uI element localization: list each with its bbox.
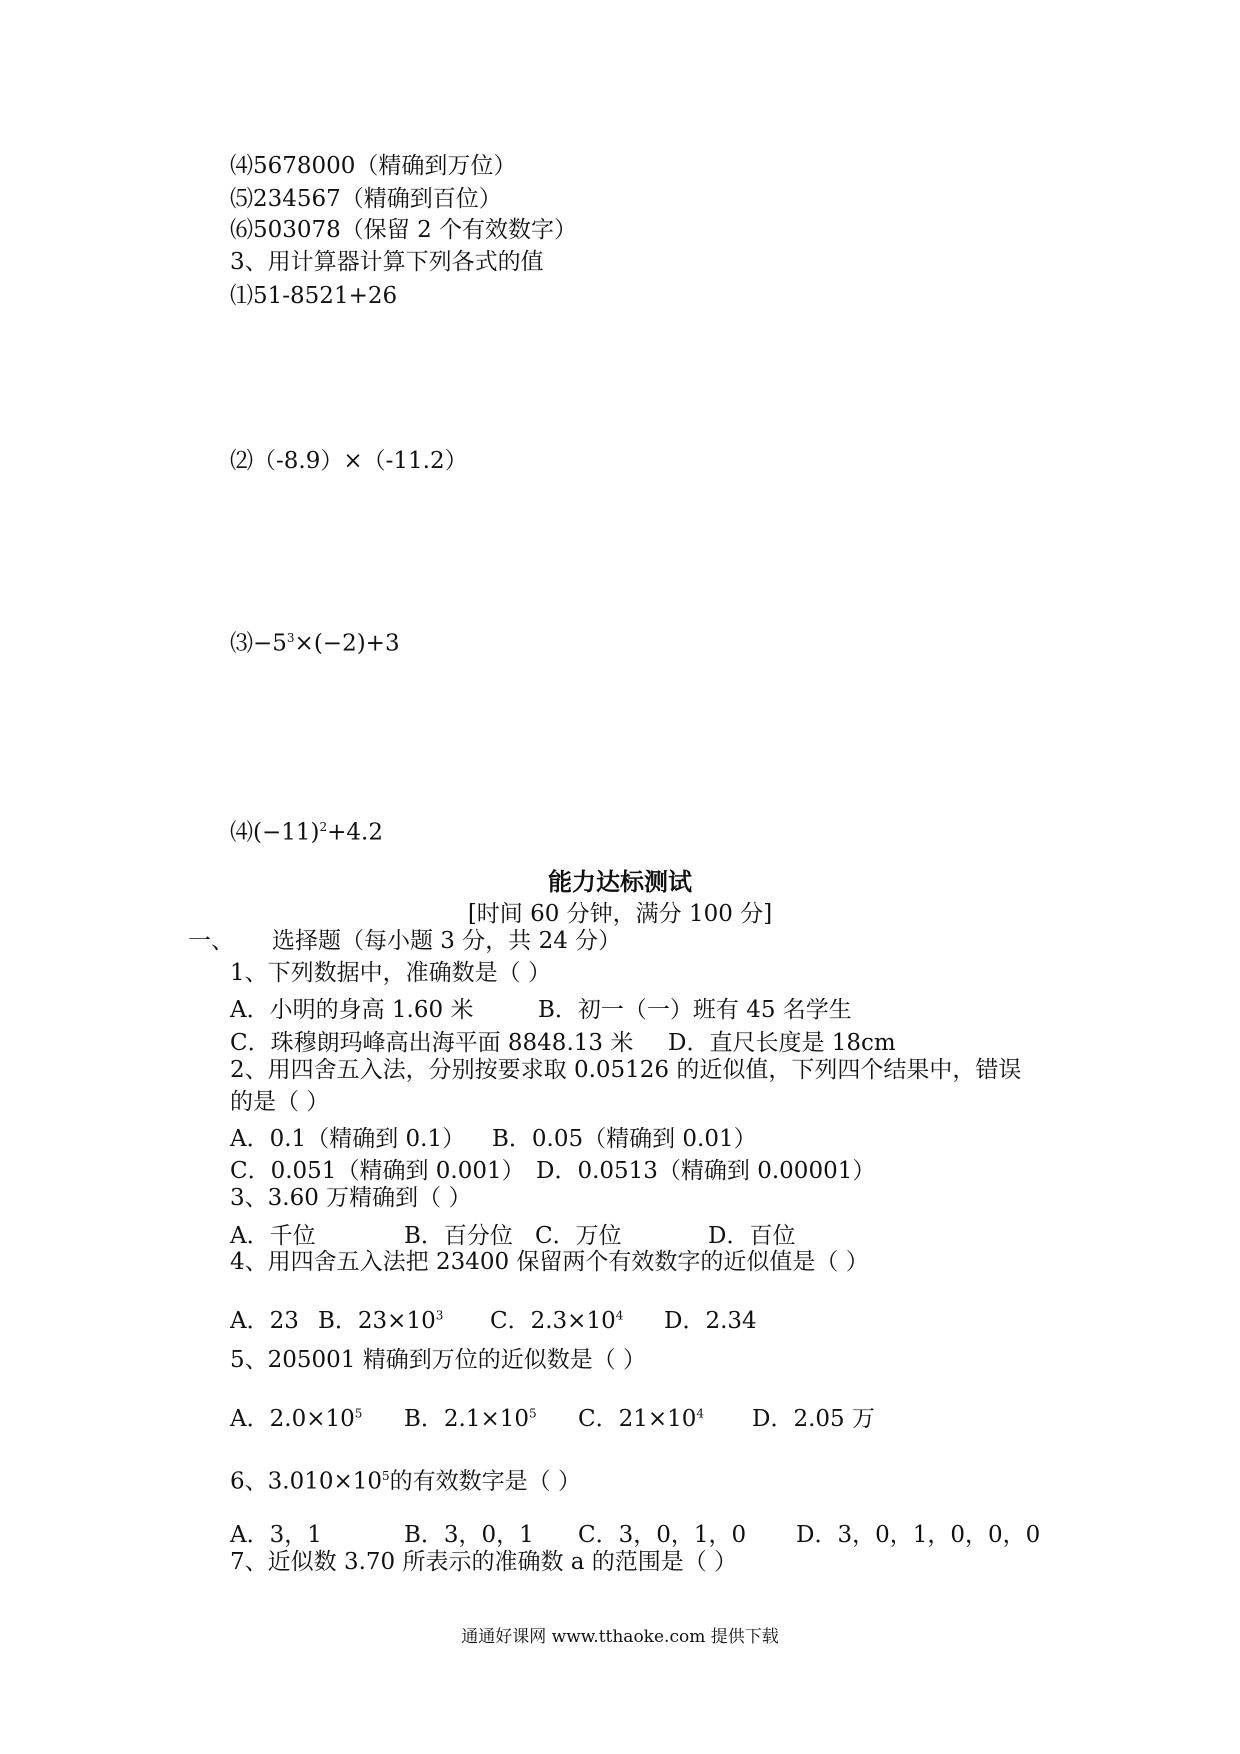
- option-d: D．0.0513（精确到 0.00001）: [536, 1158, 876, 1184]
- part-number: 一、: [188, 928, 234, 954]
- item-number: ⑶: [230, 630, 253, 657]
- expression: 23×10: [357, 1308, 436, 1334]
- question-stem: 的是（ ）: [230, 1089, 330, 1115]
- exponent: 5: [382, 1469, 390, 1483]
- expression: 2.3×10: [530, 1308, 616, 1334]
- problem-line: ⑵（-8.9）×（-11.2）: [230, 448, 468, 474]
- question-stem: 7、近似数 3.70 所表示的准确数 a 的范围是（ ）: [230, 1549, 738, 1575]
- exponent: 4: [696, 1406, 705, 1421]
- part-title: 选择题（每小题 3 分，共 24 分）: [272, 928, 622, 954]
- option-d: D．百位: [708, 1223, 796, 1249]
- problem-line: [230, 624, 400, 658]
- question-stem: 2、用四舍五入法，分别按要求取 0.05126 的近似值，下列四个结果中，错误: [230, 1057, 1022, 1083]
- exponent: 5: [354, 1406, 363, 1421]
- option-a: [230, 1400, 362, 1433]
- option-label: B．: [404, 1406, 444, 1432]
- option-c: C．3，0，1，0: [578, 1522, 747, 1548]
- question-stem: 5、205001 精确到万位的近似数是（ ）: [230, 1347, 647, 1373]
- expression: −5: [253, 630, 287, 657]
- option-c: C．万位: [535, 1223, 622, 1249]
- option-label: C．: [490, 1308, 531, 1334]
- option-b: [404, 1400, 537, 1433]
- option-c: [490, 1302, 623, 1335]
- problem-line: ⑷5678000（精确到万位）: [230, 153, 517, 179]
- option-a: A．3，1: [230, 1522, 322, 1548]
- option-d: D．2.05 万: [752, 1406, 875, 1432]
- exponent: 4: [615, 1308, 624, 1323]
- option-b: B．0.05（精确到 0.01）: [492, 1126, 757, 1152]
- option-a: A．千位: [230, 1223, 316, 1249]
- expression: 21×10: [618, 1406, 697, 1432]
- option-a: A．23: [230, 1308, 299, 1334]
- option-b: B．初一（一）班有 45 名学生: [538, 997, 852, 1023]
- exponent: 3: [286, 631, 295, 645]
- option-b: B．百分位: [404, 1223, 513, 1249]
- problem-line: ⑹503078（保留 2 个有效数字）: [230, 217, 578, 243]
- page-footer: 通通好课网 www.tthaoke.com 提供下载: [461, 1627, 779, 1647]
- expression: 3.010×10: [267, 1468, 383, 1495]
- option-label: C．: [578, 1406, 619, 1432]
- option-c: [578, 1400, 704, 1433]
- option-d: D．直尺长度是 18cm: [668, 1030, 896, 1056]
- problem-line: ⑴51-8521+26: [230, 283, 398, 309]
- option-a: A．小明的身高 1.60 米: [230, 997, 474, 1023]
- expression: 2.0×10: [269, 1406, 355, 1432]
- option-d: D．3，0，1，0，0，0: [796, 1522, 1041, 1548]
- problem-line: ⑸234567（精确到百位）: [230, 186, 502, 212]
- option-a: A．0.1（精确到 0.1）: [230, 1126, 466, 1152]
- option-c: C．0.051（精确到 0.001）: [230, 1158, 525, 1184]
- exponent: 3: [435, 1308, 444, 1323]
- expression: +4.2: [327, 819, 383, 846]
- question-number: 6、: [230, 1468, 268, 1495]
- expression: ×(−2)+3: [294, 630, 400, 657]
- question-heading: 3、用计算器计算下列各式的值: [230, 249, 544, 275]
- exponent: 5: [529, 1406, 537, 1421]
- problem-line: [230, 813, 383, 847]
- option-c: C．珠穆朗玛峰高出海平面 8848.13 米: [230, 1030, 634, 1056]
- section-title: 能力达标测试: [548, 867, 692, 896]
- option-b: [318, 1302, 443, 1335]
- option-d: D．2.34: [664, 1308, 757, 1334]
- exponent: 2: [319, 820, 328, 834]
- question-stem: 3、3.60 万精确到（ ）: [230, 1185, 472, 1211]
- expression: (−11): [253, 819, 320, 846]
- expression: 2.1×10: [443, 1406, 530, 1432]
- question-stem: [230, 1462, 581, 1496]
- stem-text: 的有效数字是（ ）: [389, 1468, 581, 1495]
- option-label: B．: [318, 1308, 358, 1334]
- question-stem: 4、用四舍五入法把 23400 保留两个有效数字的近似值是（ ）: [230, 1249, 869, 1275]
- section-subtitle: [时间 60 分钟，满分 100 分]: [467, 901, 773, 927]
- question-stem: 1、下列数据中，准确数是（ ）: [230, 960, 551, 986]
- item-number: ⑷: [230, 819, 253, 846]
- option-label: A．: [230, 1406, 270, 1432]
- option-b: B．3，0，1: [404, 1522, 534, 1548]
